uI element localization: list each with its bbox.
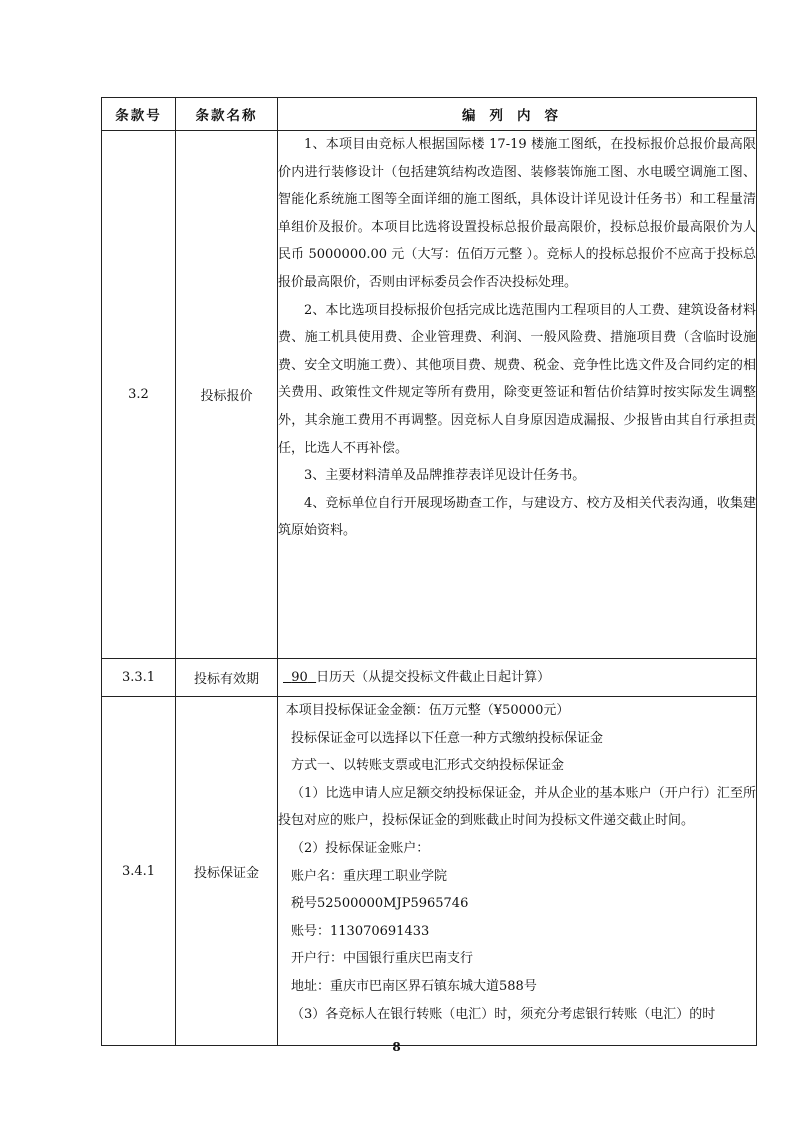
content-line: 税号52500000MJP5965746 xyxy=(291,896,469,912)
content-line: 方式一、以转账支票或电汇形式交纳投标保证金 xyxy=(291,758,565,774)
page-number: 8 xyxy=(392,1040,401,1054)
content-paragraph: 2、本比选项目投标报价包括完成比选范围内工程项目的人工费、建筑设备材料费、施工机具使用费、企业管理费、利润、一般风险费、措施项目费（含临时设施费、安全文明施工费）、其他项目费、规费、税金、竞争性比选文件及合同约定的相关费用、政策性文件规定等所有费用，除变更签证和暂估价结算时按实际发生调整外，其余施工费用不再调整。因竞标人自身原因造成漏报、少报皆由其自行承担责任，比选人不再补偿。 xyxy=(278,302,756,456)
content-line: 投标保证金可以选择以下任意一种方式缴纳投标保证金 xyxy=(291,730,604,746)
clause-content xyxy=(278,697,757,1046)
clause-name: 投标保证金 xyxy=(176,697,278,1046)
clause-name: 投标报价 xyxy=(176,131,278,659)
content-line: （3）各竞标人在银行转账（电汇）时，须充分考虑银行转账（电汇）的时 xyxy=(291,1006,716,1022)
content-line: 地址：重庆市巴南区界石镇东城大道588号 xyxy=(291,978,537,994)
content-line: 账户名：重庆理工职业学院 xyxy=(291,868,448,884)
header-clause-name: 条款名称 xyxy=(176,98,278,131)
clause-name: 投标有效期 xyxy=(176,659,278,697)
clause-content xyxy=(278,659,757,697)
table-row xyxy=(102,659,757,697)
clause-number: 3.3.1 xyxy=(102,659,176,697)
header-clause-number: 条款号 xyxy=(102,98,176,131)
content-line: （2）投标保证金账户： xyxy=(291,840,430,856)
content-line: 本项目投标保证金金额：伍万元整（¥50000元） xyxy=(285,703,570,718)
table-row xyxy=(102,697,757,1046)
validity-text: 日历天（从提交投标文件截止日起计算） xyxy=(316,669,551,685)
table-header-row xyxy=(102,98,757,131)
clause-number: 3.4.1 xyxy=(102,697,176,1046)
clause-table xyxy=(101,97,757,1046)
validity-days: 90 xyxy=(291,669,308,685)
content-line: 账号：113070691433 xyxy=(291,923,430,939)
content-line: （1）比选申请人应足额交纳投标保证金，并从企业的基本账户（开户行）汇至所投包对应的账户，投标保证金的到账截止时间为投标文件递交截止时间。 xyxy=(278,785,756,829)
clause-number: 3.2 xyxy=(102,131,176,659)
header-content: 编列内容 xyxy=(278,98,757,131)
content-paragraph: 3、主要材料清单及品牌推荐表详见设计任务书。 xyxy=(304,468,586,484)
content-paragraph: 4、竞标单位自行开展现场勘查工作，与建设方、校方及相关代表沟通，收集建筑原始资料。 xyxy=(278,495,756,539)
clause-content xyxy=(278,131,757,659)
table-row xyxy=(102,131,757,659)
content-line: 开户行：中国银行重庆巴南支行 xyxy=(291,951,474,967)
content-paragraph: 1、本项目由竞标人根据国际楼 17-19 楼施工图纸，在投标报价总报价最高限价内进行装修设计（包括建筑结构改造图、装修装饰施工图、水电暖空调施工图、智能化系统施工图等全面详细的施工图纸，具体设计详见设计任务书）和工程量清单组价及报价。本项目比选将设置投标总报价最高限价，投标总报价最高限价为人民币 5000000.00 元（大写：伍佰万元整 ）。竞标人的投标总报价不应高于投标总报价最高限价，否则由评标委员会作否决投标处理。 xyxy=(278,137,756,290)
